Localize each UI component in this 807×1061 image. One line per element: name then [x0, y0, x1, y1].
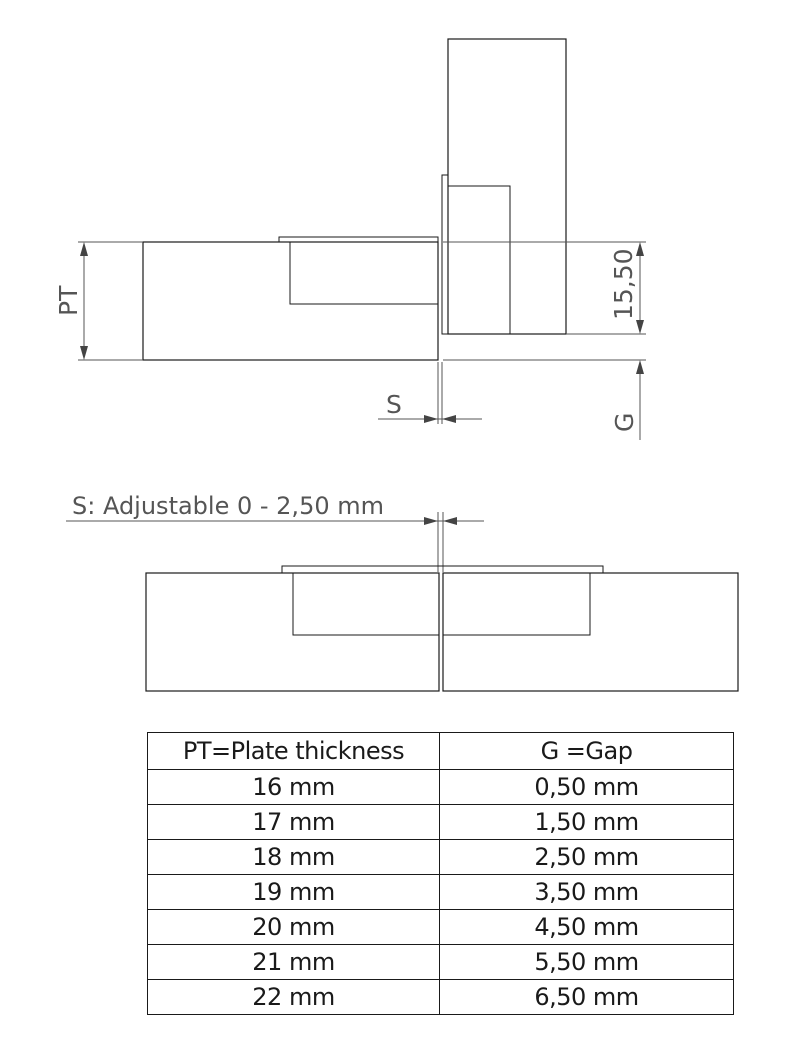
adjustable-arrow-right — [443, 517, 457, 525]
plate-thickness-cell: 16 mm — [148, 770, 440, 805]
g-arrow-bottom — [636, 360, 644, 374]
gap-cell: 1,50 mm — [440, 805, 734, 840]
spec-table — [147, 732, 734, 1015]
mounting-flange — [279, 237, 438, 242]
plate-thickness-cell: 19 mm — [148, 875, 440, 910]
adjustable-note: S: Adjustable 0 - 2,50 mm — [72, 492, 384, 520]
table-row — [148, 980, 734, 1015]
s-label: S — [386, 390, 402, 419]
dim-15-50-label: 15,50 — [609, 248, 638, 320]
plate-thickness-cell: 20 mm — [148, 910, 440, 945]
vertical-flange — [442, 175, 448, 334]
vertical-hinge-cup — [448, 186, 510, 334]
dim-15-50-arrow-bottom — [636, 320, 644, 334]
top-view — [66, 492, 738, 691]
table-row — [148, 945, 734, 980]
gap-cell: 0,50 mm — [440, 770, 734, 805]
pt-arrow-bottom — [80, 346, 88, 360]
s-arrow-left — [424, 415, 438, 423]
table-row — [148, 805, 734, 840]
hinge-cup-recess — [290, 242, 438, 304]
plate-thickness-cell: 21 mm — [148, 945, 440, 980]
plate-thickness-cell: 17 mm — [148, 805, 440, 840]
plate-thickness-cell: 22 mm — [148, 980, 440, 1015]
table-row — [148, 840, 734, 875]
header-gap: G =Gap — [440, 733, 734, 770]
table-row — [148, 910, 734, 945]
gap-cell: 2,50 mm — [440, 840, 734, 875]
adjustable-arrow-left — [424, 517, 438, 525]
side-view — [54, 39, 646, 440]
pt-label: PT — [54, 285, 83, 316]
table-header-row — [148, 733, 734, 770]
table-row — [148, 875, 734, 910]
s-arrow-right — [442, 415, 456, 423]
left-cup — [293, 573, 439, 635]
table-row — [148, 770, 734, 805]
g-label: G — [610, 412, 639, 432]
gap-cell: 5,50 mm — [440, 945, 734, 980]
pt-arrow-top — [80, 242, 88, 256]
header-plate-thickness: PT=Plate thickness — [148, 733, 440, 770]
gap-cell: 4,50 mm — [440, 910, 734, 945]
gap-cell: 3,50 mm — [440, 875, 734, 910]
gap-cell: 6,50 mm — [440, 980, 734, 1015]
right-cup — [443, 573, 590, 635]
plate-thickness-cell: 18 mm — [148, 840, 440, 875]
